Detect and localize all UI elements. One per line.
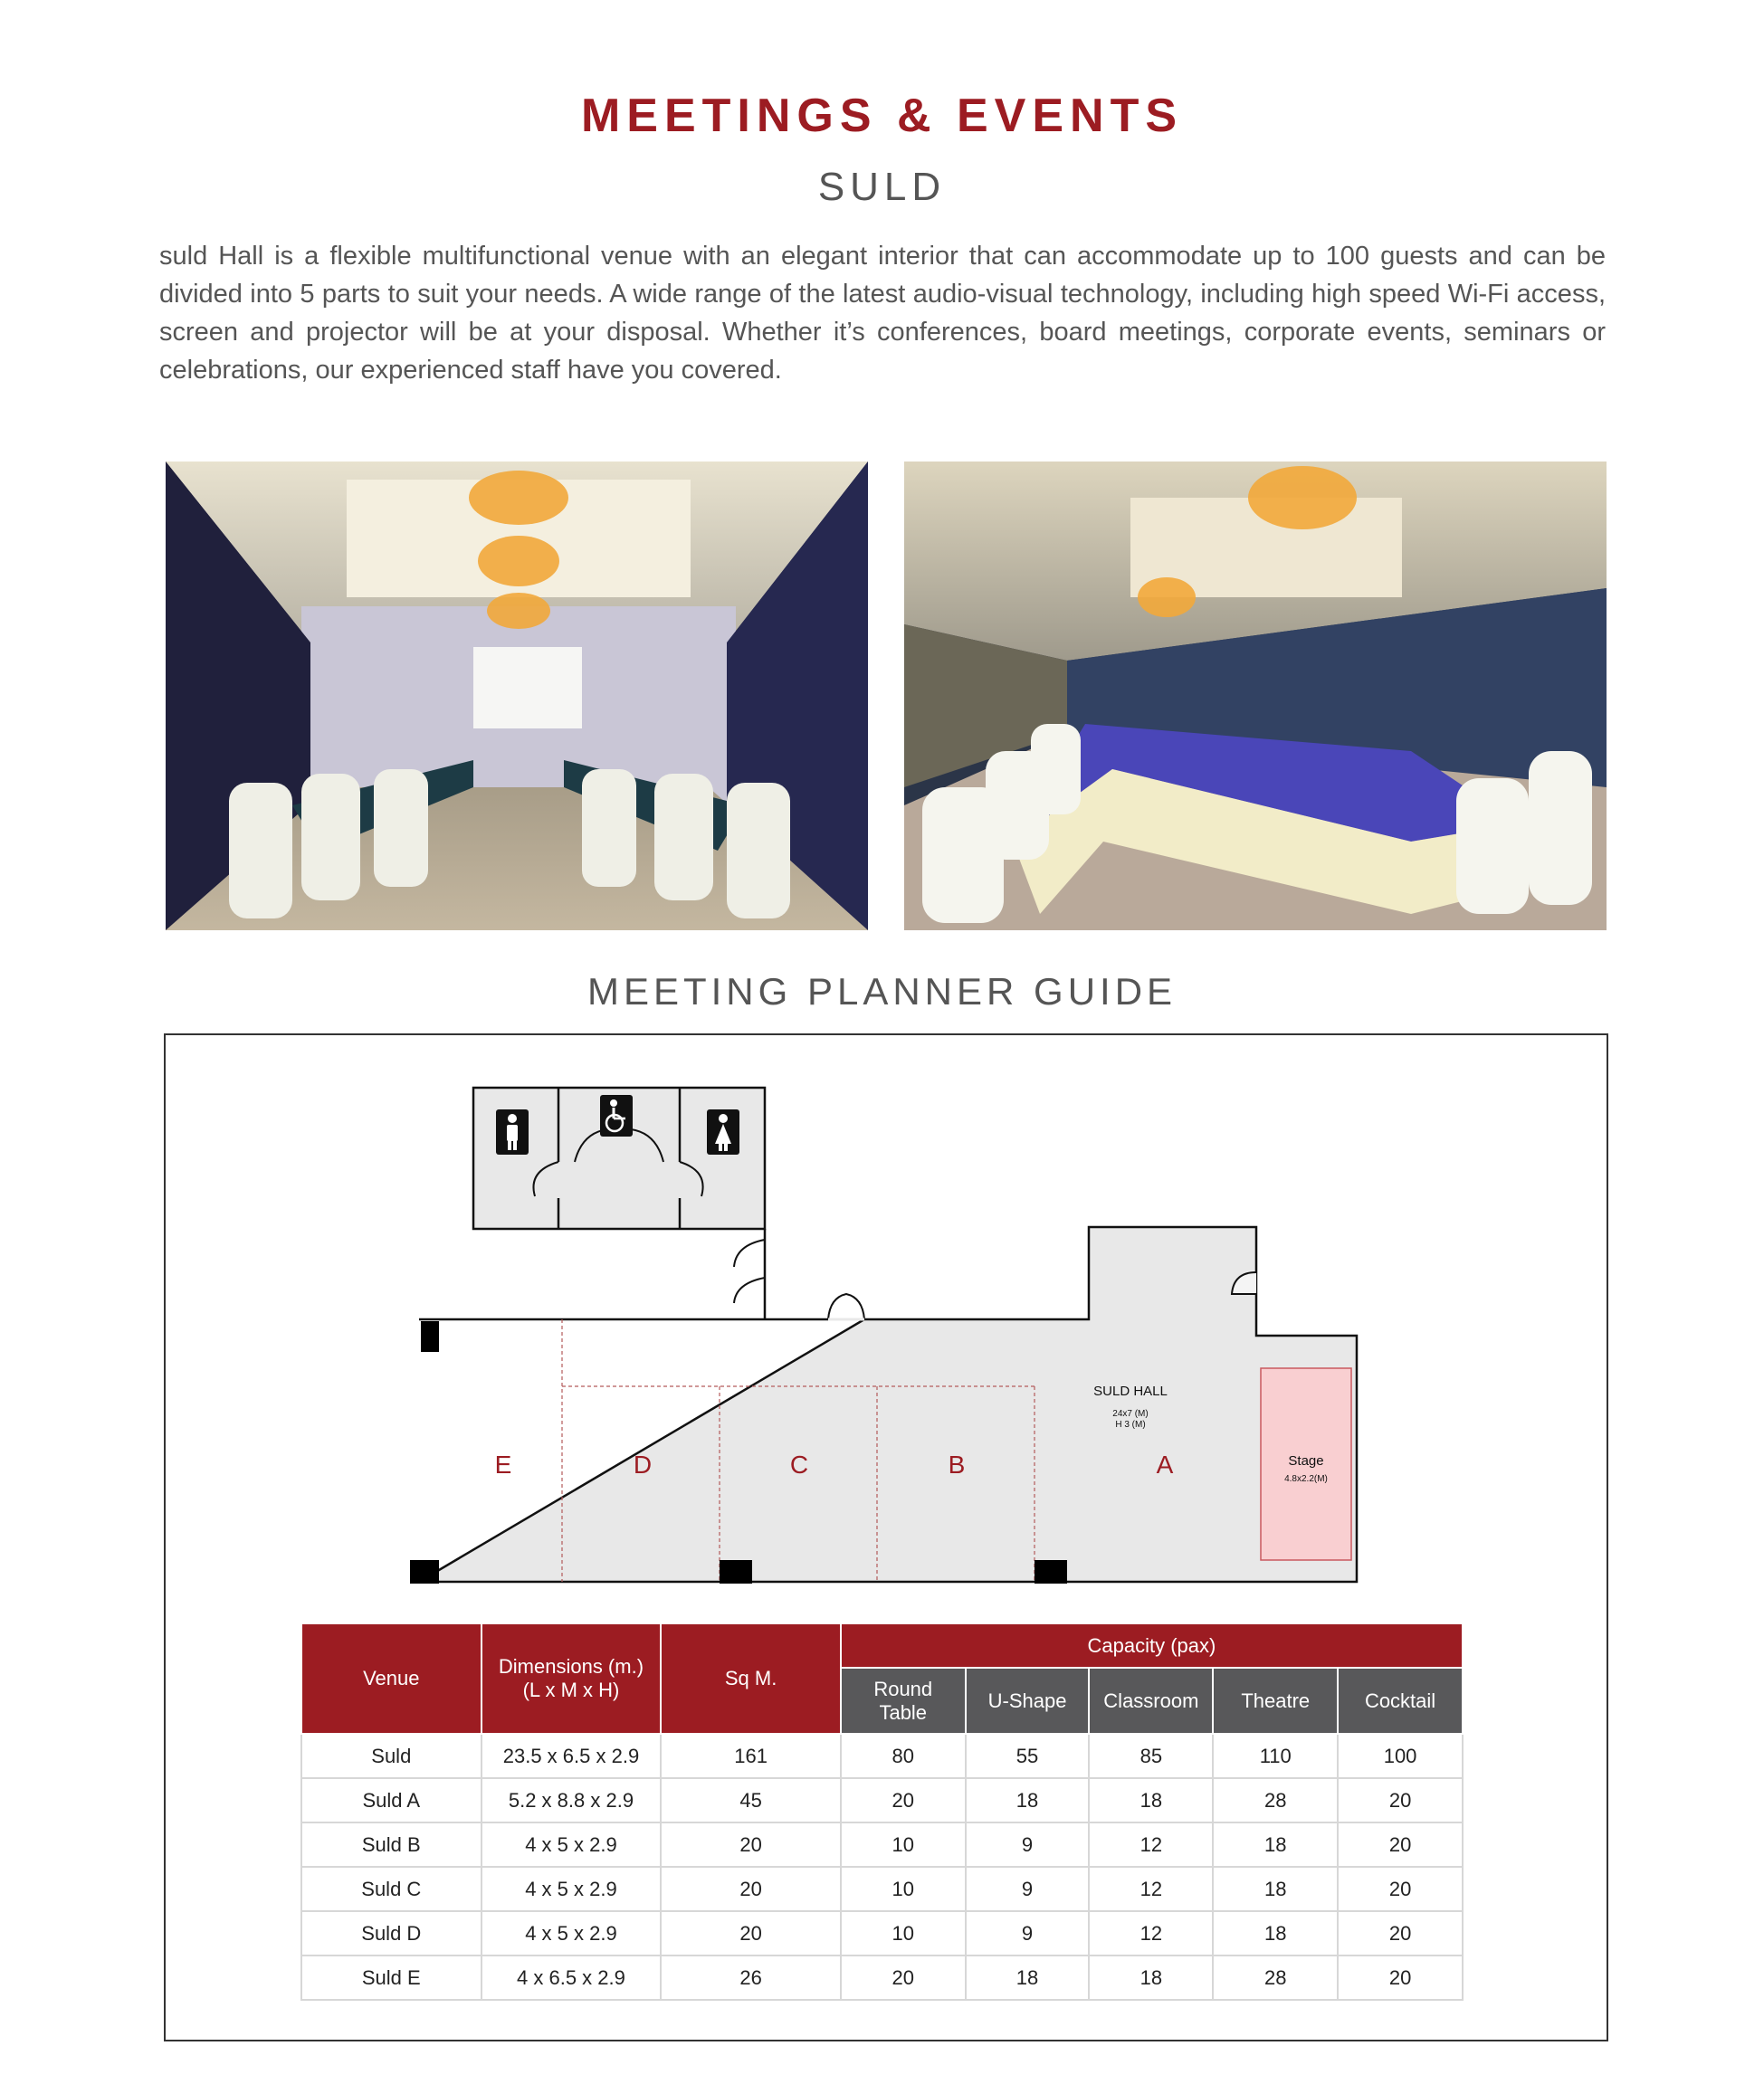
sqm-cell: 20 [661,1867,841,1911]
venue-cell: Suld [301,1734,482,1778]
sqm-cell: 26 [661,1956,841,2000]
round-table-cell: 20 [841,1778,966,1822]
classroom-cell: 12 [1089,1867,1213,1911]
theatre-cell: 28 [1213,1778,1338,1822]
u-shape-cell: 18 [966,1778,1090,1822]
theatre-cell: 110 [1213,1734,1338,1778]
classroom-cell: 12 [1089,1822,1213,1867]
female-restroom-icon [707,1109,739,1155]
page-title: MEETINGS & EVENTS [580,90,1184,142]
sqm-cell: 20 [661,1911,841,1956]
floor-plan [166,1035,1607,1614]
header-round-table [841,1668,966,1734]
table-row [301,1822,1463,1867]
dimensions-cell: 4 x 5 x 2.9 [482,1822,662,1867]
dimensions-cell: 4 x 5 x 2.9 [482,1867,662,1911]
theatre-cell: 18 [1213,1822,1338,1867]
stage-label: Stage [1288,1453,1324,1469]
venue-cell: Suld A [301,1778,482,1822]
venue-cell: Suld D [301,1911,482,1956]
section-label-c: C [789,1451,809,1479]
theatre-cell: 18 [1213,1911,1338,1956]
header-u-shape: U-Shape [966,1668,1090,1734]
venue-cell: Suld E [301,1956,482,2000]
section-label-e: E [494,1451,512,1479]
table-row [301,1867,1463,1911]
round-table-cell: 20 [841,1956,966,2000]
round-table-cell: 80 [841,1734,966,1778]
hall-height: H 3 (M) [1115,1420,1146,1430]
cocktail-cell: 20 [1338,1822,1463,1867]
table-row [301,1734,1463,1778]
header-capacity: Capacity (pax) [841,1623,1463,1668]
u-shape-cell: 9 [966,1911,1090,1956]
header-theatre: Theatre [1213,1668,1338,1734]
dimensions-cell: 4 x 6.5 x 2.9 [482,1956,662,2000]
venue-cell: Suld C [301,1867,482,1911]
cocktail-cell: 20 [1338,1867,1463,1911]
header-venue: Venue [301,1623,482,1734]
accessible-restroom-icon [600,1095,633,1137]
hall-name: SULD HALL [1093,1384,1168,1399]
sqm-cell: 161 [661,1734,841,1778]
header-round-line1: Round [873,1677,933,1700]
header-sqm: Sq M. [661,1623,841,1734]
u-shape-cell: 18 [966,1956,1090,2000]
venue-cell: Suld B [301,1822,482,1867]
sqm-cell: 45 [661,1778,841,1822]
sqm-cell: 20 [661,1822,841,1867]
capacity-table [300,1622,1464,2001]
round-table-cell: 10 [841,1867,966,1911]
table-row [301,1778,1463,1822]
section-label-b: B [948,1451,966,1479]
section-label-d: D [633,1451,653,1479]
dimensions-cell: 23.5 x 6.5 x 2.9 [482,1734,662,1778]
stage-size: 4.8x2.2(M) [1284,1474,1328,1484]
round-table-cell: 10 [841,1911,966,1956]
dimensions-cell: 5.2 x 8.8 x 2.9 [482,1778,662,1822]
classroom-cell: 85 [1089,1734,1213,1778]
classroom-cell: 18 [1089,1778,1213,1822]
cocktail-cell: 20 [1338,1956,1463,2000]
planner-guide-title: MEETING PLANNER GUIDE [586,970,1178,1013]
dimensions-cell: 4 x 5 x 2.9 [482,1911,662,1956]
header-dimensions-line1: Dimensions (m.) [498,1655,644,1678]
cocktail-cell: 100 [1338,1734,1463,1778]
table-row [301,1911,1463,1956]
table-row [301,1956,1463,2000]
section-label-a: A [1156,1451,1174,1479]
theatre-cell: 28 [1213,1956,1338,2000]
u-shape-setup-photo [904,462,1607,930]
header-round-line2: Table [879,1700,928,1724]
u-shape-cell: 9 [966,1822,1090,1867]
cocktail-cell: 20 [1338,1778,1463,1822]
round-table-cell: 10 [841,1822,966,1867]
header-classroom: Classroom [1089,1668,1213,1734]
venue-description: suld Hall is a flexible multifunctional venue with an elegant interior that can accommodate up to 100 guests and can be divided into 5 parts to suit your needs. A wide range of the latest audio-visual technology, including high speed Wi-Fi access, screen and projector will be at your disposal. Whether it’s conferences, board meetings, corporate events, seminars or celebrations, our experienced staff have you covered. [159,242,1606,385]
classroom-setup-photo [166,462,868,930]
male-restroom-icon [496,1109,529,1155]
hall-size: 24x7 (M) [1112,1409,1149,1419]
classroom-cell: 12 [1089,1911,1213,1956]
classroom-cell: 18 [1089,1956,1213,2000]
u-shape-cell: 9 [966,1867,1090,1911]
venue-subtitle: SULD [817,165,947,209]
theatre-cell: 18 [1213,1867,1338,1911]
header-dimensions-line2: (L x M x H) [522,1679,620,1701]
cocktail-cell: 20 [1338,1911,1463,1956]
header-dimensions [482,1623,662,1734]
header-cocktail: Cocktail [1338,1668,1463,1734]
u-shape-cell: 55 [966,1734,1090,1778]
